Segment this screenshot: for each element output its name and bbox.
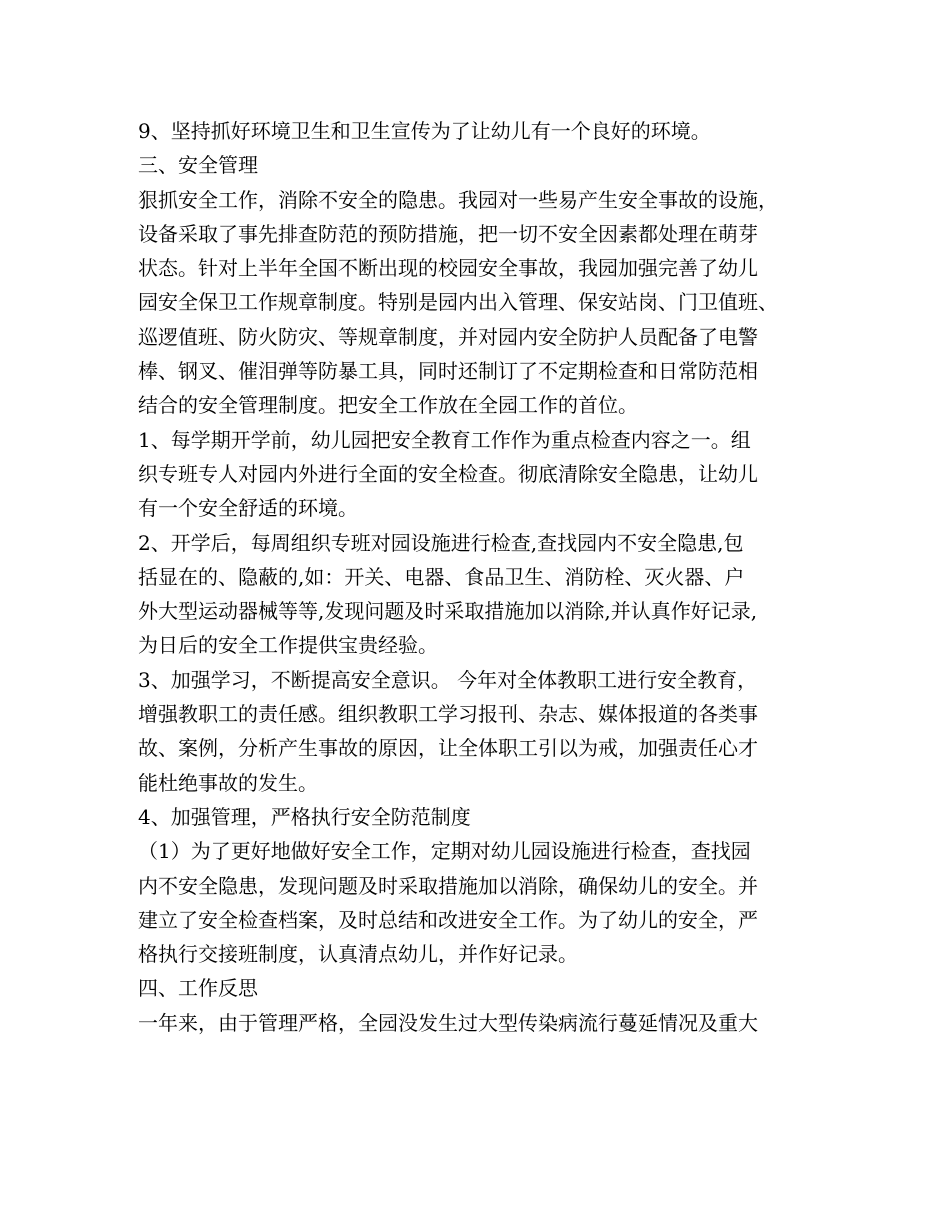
text-line: 一年来，由于管理严格，全园没发生过大型传染病流行蔓延情况及重大 (138, 1010, 758, 1035)
text-line: 外大型运动器械等等,发现问题及时采取措施加以消除,并认真作好记录, (138, 599, 758, 624)
text-line: 园安全保卫工作规章制度。特别是园内出入管理、保安站岗、门卫值班、 (138, 290, 778, 315)
section-heading: 四、工作反思 (138, 976, 258, 1001)
text-line: （1）为了更好地做好安全工作，定期对幼儿园设施进行检查，查找园 (138, 839, 751, 864)
text-line: 9、坚持抓好环境卫生和卫生宣传为了让幼儿有一个良好的环境。 (138, 119, 711, 143)
text-line: 内不安全隐患，发现问题及时采取措施加以消除，确保幼儿的安全。并 (138, 873, 758, 898)
document-body (138, 114, 828, 1040)
text-line: 状态。针对上半年全国不断出现的校园安全事故，我园加强完善了幼儿 (138, 256, 758, 281)
text-line: 1、每学期开学前，幼儿园把安全教育工作作为重点检查内容之一。组 (138, 427, 751, 452)
text-line: 织专班专人对园内外进行全面的安全检查。彻底清除安全隐患，让幼儿 (138, 461, 758, 486)
text-line: 巡逻值班、防火防灾、等规章制度，并对园内安全防护人员配备了电警 (138, 324, 758, 349)
text-line: 结合的安全管理制度。把安全工作放在全园工作的首位。 (138, 393, 638, 418)
text-line: 有一个安全舒适的环境。 (138, 496, 358, 521)
text-line: 2、开学后，每周组织专班对园设施进行检查,查找园内不安全隐患,包 (138, 530, 744, 555)
text-line: 格执行交接班制度，认真清点幼儿，并作好记录。 (138, 942, 578, 967)
text-line: 3、加强学习，不断提高安全意识。 今年对全体教职工进行安全教育， (138, 667, 758, 692)
text-line: 设备采取了事先排查防范的预防措施，把一切不安全因素都处理在萌芽 (138, 221, 758, 246)
text-line: 括显在的、隐蔽的,如：开关、电器、食品卫生、消防栓、灭火器、户 (138, 564, 745, 589)
text-line: 棒、钢叉、催泪弹等防暴工具，同时还制订了不定期检查和日常防范相 (138, 359, 758, 384)
section-heading: 三、安全管理 (138, 153, 258, 178)
text-line: 故、案例，分析产生事故的原因，让全体职工引以为戒，加强责任心才 (138, 736, 758, 761)
text-line: 4、加强管理，严格执行安全防范制度 (138, 804, 471, 829)
text-line: 增强教职工的责任感。组织教职工学习报刊、杂志、媒体报道的各类事 (138, 702, 758, 727)
text-line: 能杜绝事故的发生。 (138, 770, 318, 795)
text-line: 狠抓安全工作，消除不安全的隐患。我园对一些易产生安全事故的设施， (138, 187, 778, 212)
text-line: 为日后的安全工作提供宝贵经验。 (138, 633, 438, 658)
text-line: 建立了安全检查档案，及时总结和改进安全工作。为了幼儿的安全，严 (138, 907, 758, 932)
